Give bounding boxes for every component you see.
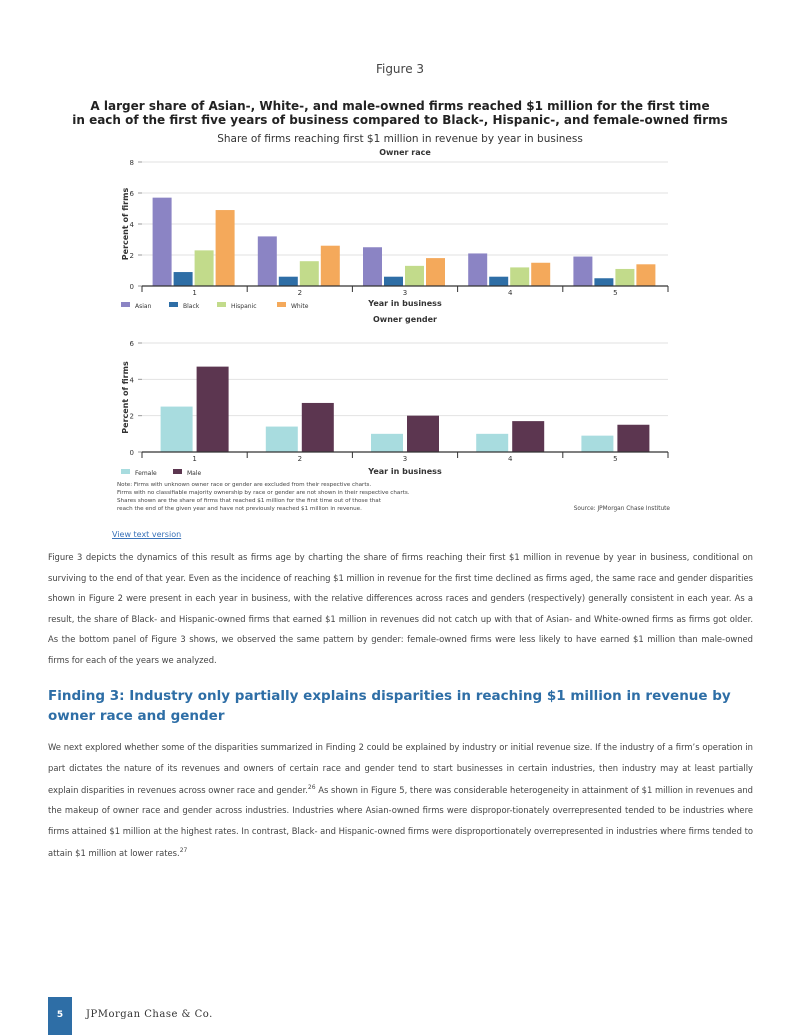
note-line: Shares shown are the share of firms that reached $1 million for the first time out of those that (117, 498, 381, 504)
bar-asian-year-4 (468, 253, 487, 286)
bar-white-year-3 (426, 258, 445, 286)
finding-3-heading: Finding 3: Industry only partially explains disparities in reaching $1 million in revenue by owner race and gender (48, 688, 731, 724)
x-axis-label: Year in business (368, 299, 442, 308)
x-tick-label: 1 (192, 289, 197, 297)
footnote-ref-26[interactable]: 26 (307, 784, 316, 791)
y-tick-label: 4 (129, 376, 134, 385)
bar-hispanic-year-1 (195, 250, 214, 286)
x-axis-label: Year in business (368, 467, 442, 476)
legend-swatch-female (121, 469, 130, 474)
body-paragraph-2 (48, 737, 753, 864)
bar-female-year-2 (266, 427, 298, 452)
figure-title-line2: in each of the first five years of business compared to Black-, Hispanic-, and female-owned firms (72, 113, 728, 127)
x-tick-label: 3 (402, 289, 408, 297)
y-tick-label: 6 (129, 340, 134, 348)
y-tick-label: 0 (129, 283, 134, 291)
x-tick-label: 3 (402, 455, 408, 463)
bar-female-year-3 (371, 434, 403, 452)
figure-label: Figure 3 (375, 62, 425, 76)
legend-swatch-white (277, 302, 286, 307)
x-tick-label: 2 (297, 289, 303, 297)
bar-male-year-5 (617, 425, 649, 452)
y-axis-label: Percent of firms (121, 187, 130, 261)
x-tick-label: 4 (507, 455, 513, 463)
bar-white-year-1 (216, 210, 235, 286)
bar-hispanic-year-5 (615, 269, 634, 286)
bar-asian-year-1 (153, 198, 172, 286)
panel-title: Owner race (379, 148, 431, 157)
source-label: Source: JPMorgan Chase Institute (573, 506, 670, 512)
bar-female-year-4 (476, 434, 508, 452)
body-paragraph-1: Figure 3 depicts the dynamics of this result as firms age by charting the share of firms reaching their first $1 million in revenue by year in business, conditional on surviving to the end of that year. Even as the incidence of reaching $1 million in revenue for the first time declined as firms aged, the same race and gender disparities shown in Figure 2 were present in each year in business, with the relative differences across races and genders (respectively) generally consistent in each year. As a result, the share of Black- and Hispanic-owned firms that earned $1 million in revenues did not catch up with that of Asian- and White-owned firms as firms got older. As the bottom panel of Figure 3 shows, we observed the same pattern by gender: female-owned firms were less likely to have earned $1 million than male-owned firms for each of the years we analyzed. (48, 552, 753, 665)
y-tick-label: 2 (129, 252, 134, 260)
bar-black-year-2 (279, 277, 298, 286)
y-axis-label: Percent of firms (121, 361, 130, 434)
legend-swatch-black (169, 302, 178, 307)
panel-title: Owner gender (373, 315, 437, 324)
bar-hispanic-year-2 (300, 261, 319, 286)
note-line: Note: Firms with unknown owner race or gender are excluded from their respective charts. (117, 482, 372, 488)
y-tick-label: 2 (129, 412, 134, 421)
figure-subtitle: Share of firms reaching first $1 million in revenue by year in business (217, 133, 583, 145)
bar-male-year-3 (407, 416, 439, 452)
legend-swatch-asian (121, 302, 130, 307)
x-tick-label: 5 (613, 455, 618, 463)
bar-hispanic-year-4 (510, 267, 529, 286)
bar-black-year-3 (384, 277, 403, 286)
x-tick-label: 4 (507, 289, 513, 297)
legend-label-female: Female (135, 470, 157, 477)
bar-white-year-4 (531, 263, 550, 286)
bar-female-year-1 (161, 407, 193, 452)
bar-black-year-1 (174, 272, 193, 286)
bar-asian-year-2 (258, 236, 277, 286)
x-tick-label: 5 (613, 289, 618, 297)
view-text-version-link[interactable]: View text version (112, 530, 182, 539)
legend-label-asian: Asian (135, 303, 152, 310)
bar-male-year-4 (512, 421, 544, 452)
bar-asian-year-3 (363, 247, 382, 286)
figure-title-line1: A larger share of Asian-, White-, and male-owned firms reached $1 million for the first time (90, 99, 710, 113)
bar-female-year-5 (581, 436, 613, 452)
bar-male-year-1 (197, 367, 229, 452)
note-line: reach the end of the given year and have not previously reached $1 million in revenue. (117, 506, 362, 512)
bar-asian-year-5 (573, 257, 592, 286)
paragraph-2-text-a: We next explored whether some of the disparities summarized in Finding 2 could be explained by industry or initial revenue size. If the industry of a firm’s operation in part dictates the nature of its revenues and owners of certain race and gender tend to start businesses in certain industries, then industry may at least partially explain disparities in revenues across owner race and gender. (48, 742, 753, 795)
x-tick-label: 2 (297, 455, 303, 463)
bar-white-year-2 (321, 246, 340, 286)
legend-label-hispanic: Hispanic (231, 303, 257, 310)
legend-label-male: Male (187, 470, 202, 477)
note-line: Firms with no classifiable majority ownership by race or gender are not shown in their respective charts. (117, 490, 410, 496)
legend-label-white: White (291, 303, 309, 310)
footnote-ref-27[interactable]: 27 (179, 847, 188, 855)
y-tick-label: 0 (129, 449, 134, 457)
bar-black-year-5 (594, 278, 613, 286)
footer-brand-logo: JPMorgan Chase & Co. (86, 1009, 213, 1020)
y-tick-label: 6 (129, 190, 134, 198)
paragraph-2-text-b: As shown in Figure 5, there was considerable heterogeneity in attainment of $1 million in revenues and the makeup of owner race and gender across industries. Industries where Asian-owned firms were dispropor-tionately overrepresented tended to be industries where firms attained $1 million at the highest rates. In contrast, Black- and Hispanic-owned firms were disproportionately overrepresented in industries where firms tended to attain $1 million at lower rates. (48, 784, 753, 859)
y-tick-label: 8 (129, 159, 134, 167)
bar-black-year-4 (489, 277, 508, 286)
legend-swatch-male (173, 469, 182, 474)
legend-swatch-hispanic (217, 302, 226, 307)
bar-male-year-2 (302, 403, 334, 452)
page-number: 5 (48, 997, 72, 1035)
x-tick-label: 1 (192, 455, 197, 463)
bar-hispanic-year-3 (405, 266, 424, 286)
y-tick-label: 4 (129, 221, 134, 229)
bar-white-year-5 (636, 264, 655, 286)
legend-label-black: Black (183, 303, 200, 310)
